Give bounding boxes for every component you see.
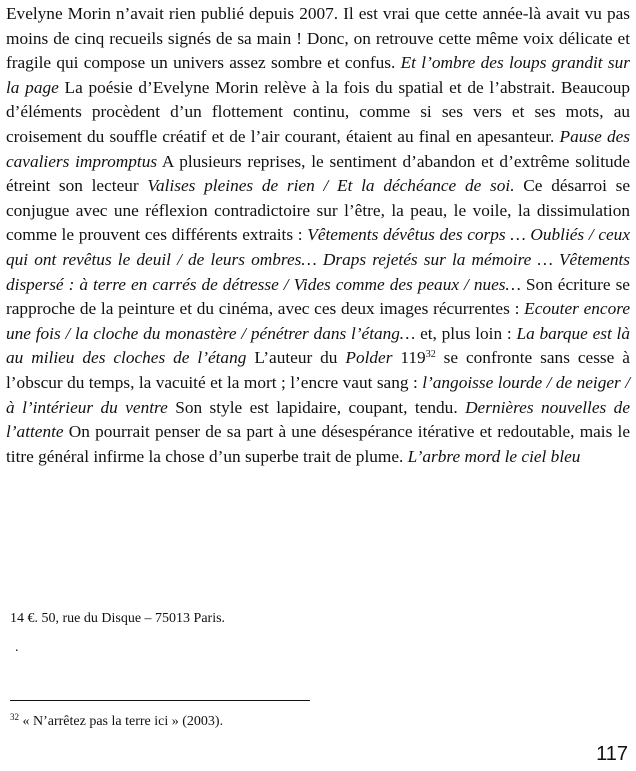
footnote-marker: 32 [10, 712, 19, 722]
text-segment: Evelyne Morin n’avait rien publié depuis 2007. Il est vrai que cette année-là avait vu pas moins de cinq recueils signés de sa main ! Donc, on retrouve cette même voix délicate et fragile qui compose un univers assez sombre et confus. [6, 4, 630, 73]
quote-segment: Dernières nouvelles de l’attente [6, 397, 630, 442]
quote-segment: L’arbre mord le ciel bleu [407, 446, 581, 466]
publisher-line: 14 €. 50, rue du Disque – 75013 Paris. [10, 611, 226, 626]
text-segment: 119 [400, 348, 426, 368]
quote-segment: l’angoisse lourde / de neiger / à l’intérieur du ventre [6, 372, 631, 417]
footnote [10, 713, 223, 731]
text-segment: On pourrait penser de sa part à une désespérance itérative et redoutable, mais le titre général infirme la chose d’un superbe trait de plume. [6, 422, 630, 466]
text-segment: Son style est lapidaire, coupant, tendu. [175, 397, 458, 417]
quote-segment: Pause des cavaliers impromptus [6, 126, 630, 171]
text-segment: et, plus loin : [420, 323, 512, 343]
text-segment: se confronte sans cesse à l’obscur du temps, la vacuité et la mort ; l’encre vaut sang : [6, 348, 630, 392]
footnote-reference: 32 [425, 349, 436, 361]
stray-mark: . [15, 640, 19, 655]
text-segment: Ce désarroi se conjugue avec une réflexion contradictoire sur l’être, la peau, le voile, la dissimulation comme le prouvent ces différents extraits : [6, 176, 631, 245]
page-number: 117 [596, 743, 628, 765]
quote-segment: Vêtements dévêtus des corps … Oubliés / ceux qui ont revêtus le deuil / de leurs ombres… Draps rejetés sur la mémoire … Vêtements dispersé : à terre en carrés de détresse / Vides comme des peaux / nues… [6, 225, 630, 294]
text-segment: La poésie d’Evelyne Morin relève à la fois du spatial et de l’abstrait. Beaucoup d’éléments procèdent d’un flottement continu, comme si ses vers et ses mots, au croisement du souffle créatif et de l’air courant, étaient au final en apesanteur. [6, 77, 631, 146]
text-segment: L’auteur du [254, 348, 338, 368]
quote-segment: Ecouter encore une fois / la cloche du monastère / pénétrer dans l’étang… [6, 299, 630, 343]
text-segment: A plusieurs reprises, le sentiment d’abandon et d’extrême solitude étreint son lecteur [6, 151, 630, 196]
book-title: Polder [345, 348, 393, 368]
footnote-divider [10, 700, 310, 701]
review-paragraph [6, 2, 630, 469]
quote-segment: La barque est là au milieu des cloches de l’étang [6, 323, 630, 368]
text-segment: Son écriture se rapproche de la peinture et du cinéma, avec ces deux images récurrentes : [6, 274, 630, 319]
quote-segment: Valises pleines de rien / Et la déchéance de soi. [147, 176, 515, 196]
footnote-text: « N’arrêtez pas la terre ici » (2003). [22, 714, 224, 729]
quote-segment: Et l’ombre des loups grandit sur la page [6, 53, 630, 97]
